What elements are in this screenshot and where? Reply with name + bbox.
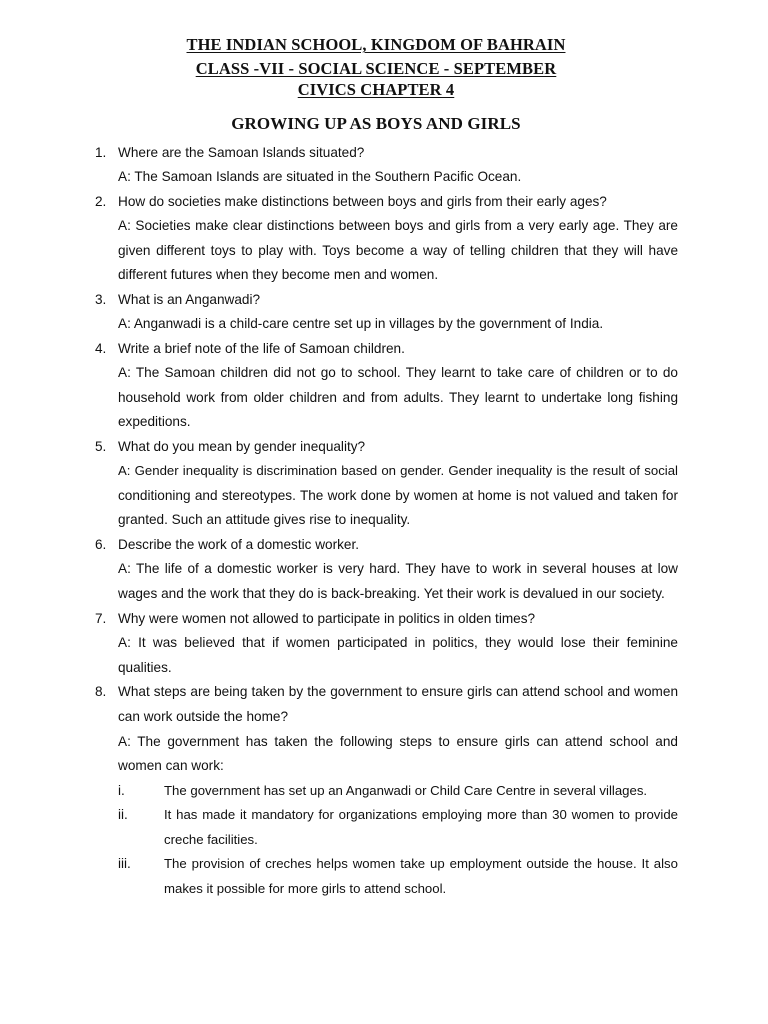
question-text: How do societies make distinctions between boys and girls from their early ages?: [118, 194, 607, 209]
question-number: 7.: [95, 611, 107, 626]
question-text: Describe the work of a domestic worker.: [118, 537, 360, 552]
question-text: Why were women not allowed to participate in politics in olden times?: [118, 611, 536, 626]
question-text: Where are the Samoan Islands situated?: [118, 145, 365, 160]
roman-numeral: ii.: [118, 807, 128, 822]
question-number: 2.: [95, 194, 107, 209]
question-number: 4.: [95, 341, 107, 356]
chapter-title: GROWING UP AS BOYS AND GIRLS: [231, 114, 521, 133]
question-number: 6.: [95, 537, 107, 552]
chapter-line: CIVICS CHAPTER 4: [297, 80, 455, 99]
question-number: 3.: [95, 292, 107, 307]
school-name: THE INDIAN SCHOOL, KINGDOM OF BAHRAIN: [186, 35, 566, 54]
question-number: 5.: [95, 439, 107, 454]
document-page: THE INDIAN SCHOOL, KINGDOM OF BAHRAIN CLASS -VII - SOCIAL SCIENCE - SEPTEMBER CIVICS CHAPTER 4 GROWING UP AS BOYS AND GIRLS 1. Where are the Samoan Islands situated? A: The Samoan Islands are situated in the Southern Pacific Ocean. 2. How do societies make distinctions between boys and girls from their early ages? A: Societies make clear distinctions between boys and girls from a very early age. They are given different toys to play with. Toys become a way of telling children that they will have different futures when they become men and women. 3. What is an Anganwadi? A: Anganwadi is a child-care centre set up in villages by the government of India. 4. Write a brief note of the life of Samoan children. A: The Samoan children did not go to school. They learnt to take care of children or to do household work from older children and from adults. They learnt to undertake long fishing expeditions. 5. What do you mean by gender inequality? A: Gender inequality is discrimination based on gender. Gender inequality is the result of social conditioning and stereotypes. The work done by women at home is not valued and taken for granted. Such an attitude gives rise to inequality. 6. Describe the work of a domestic worker. A: The life of a domestic worker is very hard. They have to work in several houses at low wages and the work that they do is back-breaking. Yet their work is devalued in our society. 7. Why were women not allowed to participate in politics in olden times? A: It was believed that if women participated in politics, they would lose their feminine qualities. 8. What steps are being taken by the government to ensure girls can attend school and women can work outside the home? A: The government has taken the following steps to ensure girls can attend school and women can work: i. The government has set up an Anganwadi or Child Care Centre in several villages. ii. It has made it mandatory for organizations employing more than 30 women to provide creche facilities. iii. The provision of creches helps women take up employment outside the house. It also makes it possible for more girls to attend school.: [0, 0, 768, 1024]
roman-numeral: iii.: [118, 856, 131, 871]
class-subject-line: CLASS -VII - SOCIAL SCIENCE - SEPTEMBER: [195, 59, 557, 78]
question-text: Write a brief note of the life of Samoan children.: [118, 341, 405, 356]
question-number: 1.: [95, 145, 107, 160]
roman-numeral: i.: [118, 783, 125, 798]
question-text: What is an Anganwadi?: [118, 292, 261, 307]
question-text: What steps are being taken by the government to ensure girls can attend school and women: [118, 684, 678, 699]
question-text: What do you mean by gender inequality?: [118, 439, 366, 454]
question-number: 8.: [95, 684, 107, 699]
